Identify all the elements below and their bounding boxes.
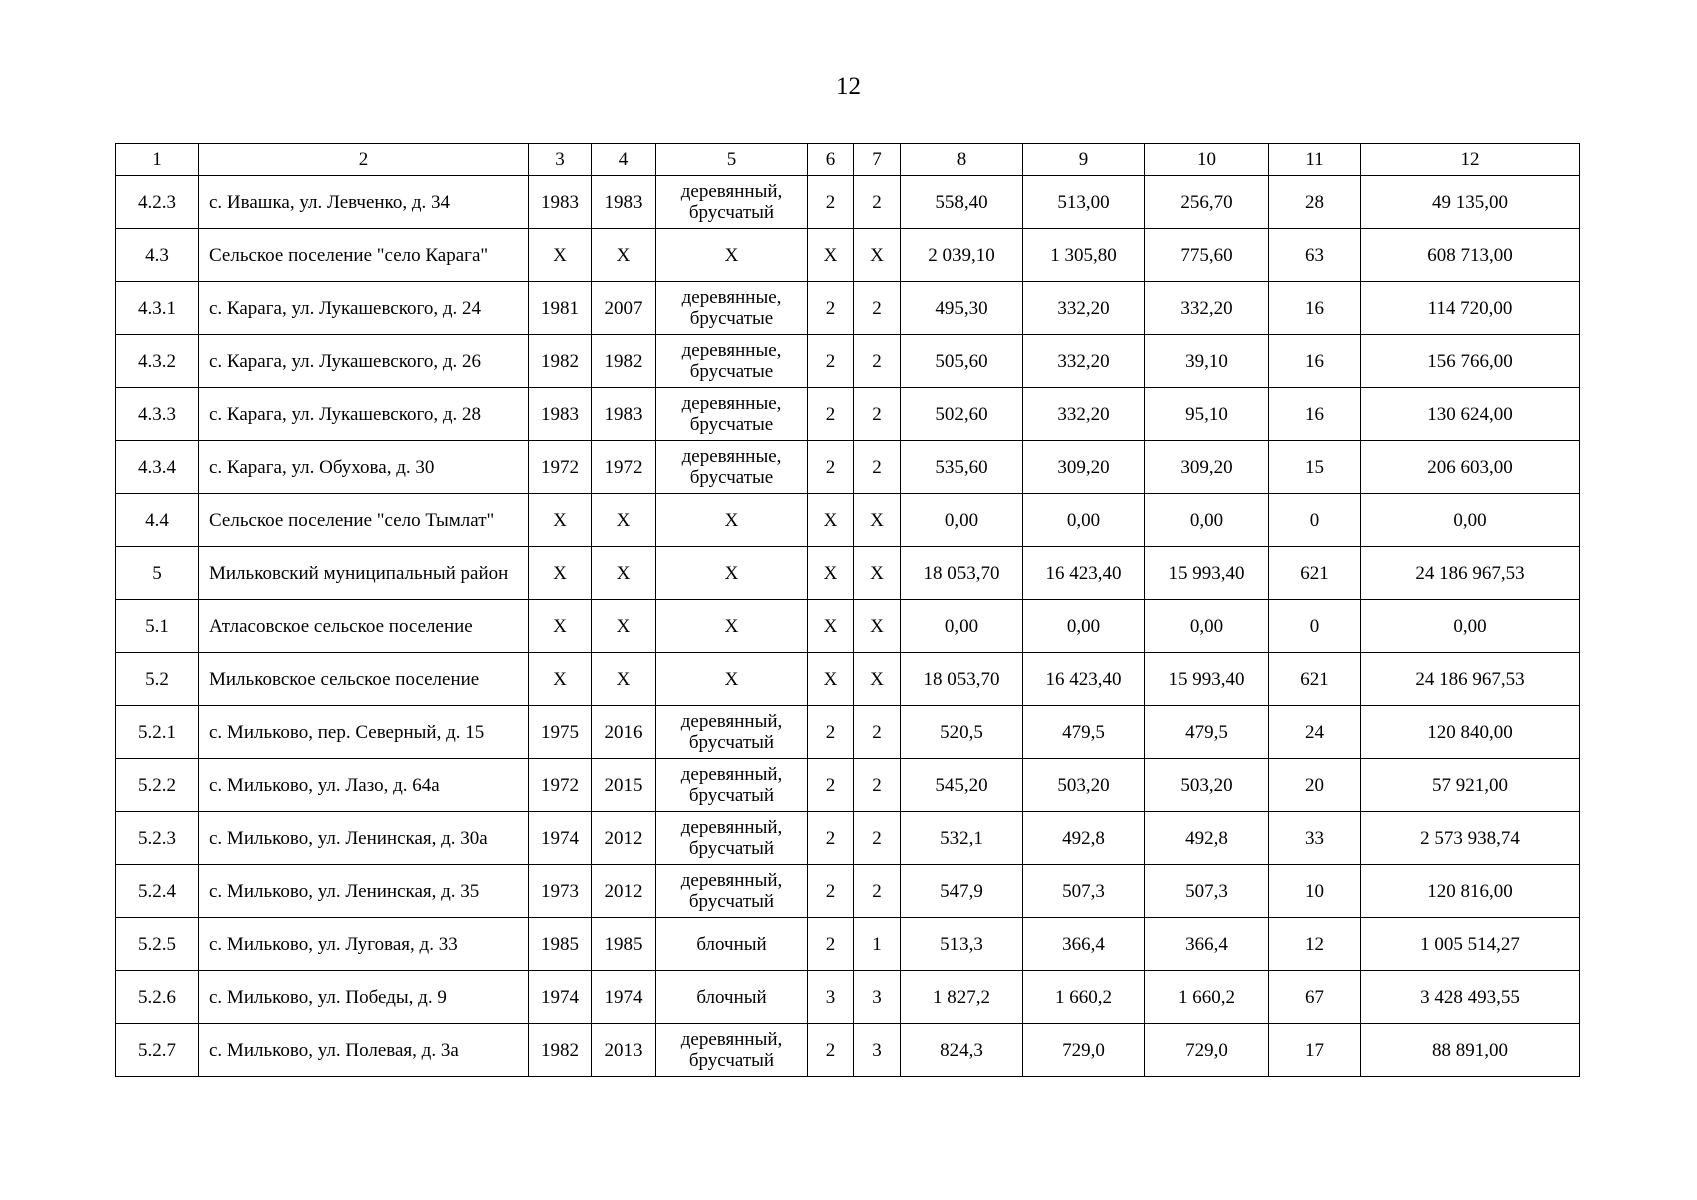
cost-cell: 2 573 938,74 <box>1361 812 1580 865</box>
address-cell: с. Карага, ул. Лукашевского, д. 26 <box>199 335 529 388</box>
emergency-area-cell: 39,10 <box>1145 335 1269 388</box>
living-area-cell: 16 423,40 <box>1023 653 1145 706</box>
wall-material-cell: деревянный, брусчатый <box>656 865 808 918</box>
wall-material-cell: Х <box>656 653 808 706</box>
emergency-area-cell: 1 660,2 <box>1145 971 1269 1024</box>
item-number-cell: 5.2.5 <box>116 918 199 971</box>
address-cell: Сельское поселение "село Тымлат" <box>199 494 529 547</box>
floors-min-cell: 2 <box>854 282 901 335</box>
total-area-cell: 2 039,10 <box>901 229 1023 282</box>
cost-cell: 1 005 514,27 <box>1361 918 1580 971</box>
living-area-cell: 507,3 <box>1023 865 1145 918</box>
reconstruction-year-cell: Х <box>592 600 656 653</box>
residents-count-cell: 0 <box>1269 494 1361 547</box>
commissioning-year-cell: 1983 <box>529 176 592 229</box>
living-area-cell: 479,5 <box>1023 706 1145 759</box>
floors-max-cell: Х <box>808 653 854 706</box>
wall-material-cell: деревянный, брусчатый <box>656 176 808 229</box>
residents-count-cell: 0 <box>1269 600 1361 653</box>
floors-min-cell: 2 <box>854 706 901 759</box>
commissioning-year-cell: 1982 <box>529 1024 592 1077</box>
floors-min-cell: Х <box>854 494 901 547</box>
residents-count-cell: 15 <box>1269 441 1361 494</box>
floors-min-cell: 3 <box>854 971 901 1024</box>
floors-min-cell: 1 <box>854 918 901 971</box>
emergency-area-cell: 503,20 <box>1145 759 1269 812</box>
total-area-cell: 824,3 <box>901 1024 1023 1077</box>
total-area-cell: 18 053,70 <box>901 547 1023 600</box>
emergency-area-cell: 0,00 <box>1145 600 1269 653</box>
floors-max-cell: 2 <box>808 1024 854 1077</box>
total-area-cell: 520,5 <box>901 706 1023 759</box>
reconstruction-year-cell: Х <box>592 494 656 547</box>
address-cell: с. Ивашка, ул. Левченко, д. 34 <box>199 176 529 229</box>
column-number-cell: 7 <box>854 144 901 176</box>
address-cell: Мильковское сельское поселение <box>199 653 529 706</box>
total-area-cell: 535,60 <box>901 441 1023 494</box>
table-row <box>116 547 1580 600</box>
residents-count-cell: 20 <box>1269 759 1361 812</box>
table-row <box>116 759 1580 812</box>
address-cell: с. Карага, ул. Лукашевского, д. 24 <box>199 282 529 335</box>
address-cell: с. Карага, ул. Лукашевского, д. 28 <box>199 388 529 441</box>
residents-count-cell: 621 <box>1269 653 1361 706</box>
reconstruction-year-cell: Х <box>592 229 656 282</box>
reconstruction-year-cell: 1983 <box>592 388 656 441</box>
floors-min-cell: Х <box>854 600 901 653</box>
column-number-cell: 8 <box>901 144 1023 176</box>
emergency-area-cell: 95,10 <box>1145 388 1269 441</box>
table-row <box>116 229 1580 282</box>
living-area-cell: 0,00 <box>1023 600 1145 653</box>
wall-material-cell: блочный <box>656 918 808 971</box>
commissioning-year-cell: Х <box>529 653 592 706</box>
wall-material-cell: Х <box>656 547 808 600</box>
wall-material-cell: Х <box>656 229 808 282</box>
reconstruction-year-cell: 2007 <box>592 282 656 335</box>
residents-count-cell: 12 <box>1269 918 1361 971</box>
column-number-cell: 3 <box>529 144 592 176</box>
floors-min-cell: 2 <box>854 441 901 494</box>
emergency-area-cell: 775,60 <box>1145 229 1269 282</box>
cost-cell: 24 186 967,53 <box>1361 653 1580 706</box>
address-cell: Мильковский муниципальный район <box>199 547 529 600</box>
emergency-area-cell: 492,8 <box>1145 812 1269 865</box>
address-cell: с. Мильково, ул. Ленинская, д. 35 <box>199 865 529 918</box>
column-number-cell: 6 <box>808 144 854 176</box>
wall-material-cell: деревянный, брусчатый <box>656 1024 808 1077</box>
floors-max-cell: 2 <box>808 441 854 494</box>
living-area-cell: 16 423,40 <box>1023 547 1145 600</box>
floors-max-cell: Х <box>808 547 854 600</box>
living-area-cell: 309,20 <box>1023 441 1145 494</box>
column-number-row <box>116 144 1580 176</box>
item-number-cell: 5.1 <box>116 600 199 653</box>
commissioning-year-cell: 1981 <box>529 282 592 335</box>
cost-cell: 156 766,00 <box>1361 335 1580 388</box>
cost-cell: 130 624,00 <box>1361 388 1580 441</box>
column-number-cell: 9 <box>1023 144 1145 176</box>
item-number-cell: 4.3.3 <box>116 388 199 441</box>
residents-count-cell: 28 <box>1269 176 1361 229</box>
cost-cell: 114 720,00 <box>1361 282 1580 335</box>
floors-min-cell: 2 <box>854 759 901 812</box>
living-area-cell: 332,20 <box>1023 388 1145 441</box>
total-area-cell: 502,60 <box>901 388 1023 441</box>
cost-cell: 57 921,00 <box>1361 759 1580 812</box>
table-row <box>116 865 1580 918</box>
column-number-cell: 2 <box>199 144 529 176</box>
column-number-cell: 11 <box>1269 144 1361 176</box>
floors-min-cell: Х <box>854 653 901 706</box>
floors-max-cell: 2 <box>808 759 854 812</box>
table-row <box>116 282 1580 335</box>
residents-count-cell: 16 <box>1269 282 1361 335</box>
reconstruction-year-cell: 1974 <box>592 971 656 1024</box>
address-cell: с. Мильково, ул. Победы, д. 9 <box>199 971 529 1024</box>
emergency-area-cell: 366,4 <box>1145 918 1269 971</box>
commissioning-year-cell: Х <box>529 229 592 282</box>
reconstruction-year-cell: 2015 <box>592 759 656 812</box>
living-area-cell: 492,8 <box>1023 812 1145 865</box>
column-number-cell: 1 <box>116 144 199 176</box>
floors-min-cell: 2 <box>854 335 901 388</box>
wall-material-cell: деревянный, брусчатый <box>656 706 808 759</box>
floors-max-cell: 2 <box>808 176 854 229</box>
address-cell: с. Мильково, ул. Лазо, д. 64а <box>199 759 529 812</box>
floors-max-cell: 2 <box>808 335 854 388</box>
living-area-cell: 503,20 <box>1023 759 1145 812</box>
reconstruction-year-cell: 2013 <box>592 1024 656 1077</box>
item-number-cell: 5.2.4 <box>116 865 199 918</box>
table-row <box>116 812 1580 865</box>
emergency-area-cell: 309,20 <box>1145 441 1269 494</box>
table-row <box>116 388 1580 441</box>
table-row <box>116 971 1580 1024</box>
floors-min-cell: 2 <box>854 176 901 229</box>
residents-count-cell: 17 <box>1269 1024 1361 1077</box>
living-area-cell: 366,4 <box>1023 918 1145 971</box>
total-area-cell: 513,3 <box>901 918 1023 971</box>
item-number-cell: 5.2.1 <box>116 706 199 759</box>
item-number-cell: 4.3.4 <box>116 441 199 494</box>
residents-count-cell: 10 <box>1269 865 1361 918</box>
wall-material-cell: деревянные, брусчатые <box>656 388 808 441</box>
cost-cell: 49 135,00 <box>1361 176 1580 229</box>
residents-count-cell: 16 <box>1269 335 1361 388</box>
total-area-cell: 0,00 <box>901 494 1023 547</box>
cost-cell: 0,00 <box>1361 600 1580 653</box>
residents-count-cell: 67 <box>1269 971 1361 1024</box>
emergency-area-cell: 15 993,40 <box>1145 547 1269 600</box>
floors-max-cell: 2 <box>808 865 854 918</box>
item-number-cell: 4.3 <box>116 229 199 282</box>
residents-count-cell: 16 <box>1269 388 1361 441</box>
emergency-area-cell: 729,0 <box>1145 1024 1269 1077</box>
total-area-cell: 547,9 <box>901 865 1023 918</box>
floors-min-cell: 2 <box>854 865 901 918</box>
table-row <box>116 176 1580 229</box>
total-area-cell: 0,00 <box>901 600 1023 653</box>
item-number-cell: 5.2 <box>116 653 199 706</box>
floors-min-cell: Х <box>854 547 901 600</box>
address-cell: с. Мильково, ул. Полевая, д. 3а <box>199 1024 529 1077</box>
reconstruction-year-cell: 1972 <box>592 441 656 494</box>
address-cell: Сельское поселение "село Карага" <box>199 229 529 282</box>
wall-material-cell: Х <box>656 600 808 653</box>
table-row <box>116 600 1580 653</box>
table-row <box>116 653 1580 706</box>
column-number-cell: 12 <box>1361 144 1580 176</box>
item-number-cell: 5.2.3 <box>116 812 199 865</box>
residents-count-cell: 24 <box>1269 706 1361 759</box>
cost-cell: 88 891,00 <box>1361 1024 1580 1077</box>
reconstruction-year-cell: Х <box>592 653 656 706</box>
wall-material-cell: блочный <box>656 971 808 1024</box>
item-number-cell: 5.2.6 <box>116 971 199 1024</box>
living-area-cell: 729,0 <box>1023 1024 1145 1077</box>
address-cell: с. Мильково, ул. Ленинская, д. 30а <box>199 812 529 865</box>
commissioning-year-cell: 1974 <box>529 971 592 1024</box>
floors-max-cell: Х <box>808 494 854 547</box>
floors-min-cell: 3 <box>854 1024 901 1077</box>
address-cell: с. Мильково, ул. Луговая, д. 33 <box>199 918 529 971</box>
living-area-cell: 513,00 <box>1023 176 1145 229</box>
item-number-cell: 5.2.7 <box>116 1024 199 1077</box>
table-row <box>116 1024 1580 1077</box>
table-row <box>116 335 1580 388</box>
reconstruction-year-cell: 1982 <box>592 335 656 388</box>
wall-material-cell: деревянный, брусчатый <box>656 812 808 865</box>
residents-count-cell: 33 <box>1269 812 1361 865</box>
commissioning-year-cell: Х <box>529 600 592 653</box>
living-area-cell: 1 305,80 <box>1023 229 1145 282</box>
reconstruction-year-cell: 2016 <box>592 706 656 759</box>
total-area-cell: 495,30 <box>901 282 1023 335</box>
floors-max-cell: 2 <box>808 706 854 759</box>
emergency-area-cell: 0,00 <box>1145 494 1269 547</box>
wall-material-cell: Х <box>656 494 808 547</box>
wall-material-cell: деревянные, брусчатые <box>656 441 808 494</box>
column-number-cell: 4 <box>592 144 656 176</box>
cost-cell: 206 603,00 <box>1361 441 1580 494</box>
column-number-cell: 10 <box>1145 144 1269 176</box>
table-row <box>116 918 1580 971</box>
item-number-cell: 4.3.1 <box>116 282 199 335</box>
floors-max-cell: 2 <box>808 282 854 335</box>
wall-material-cell: деревянные, брусчатые <box>656 282 808 335</box>
floors-max-cell: 2 <box>808 388 854 441</box>
item-number-cell: 4.4 <box>116 494 199 547</box>
floors-max-cell: Х <box>808 600 854 653</box>
address-cell: с. Мильково, пер. Северный, д. 15 <box>199 706 529 759</box>
commissioning-year-cell: Х <box>529 494 592 547</box>
address-cell: с. Карага, ул. Обухова, д. 30 <box>199 441 529 494</box>
item-number-cell: 4.2.3 <box>116 176 199 229</box>
cost-cell: 120 840,00 <box>1361 706 1580 759</box>
emergency-area-cell: 15 993,40 <box>1145 653 1269 706</box>
floors-min-cell: 2 <box>854 812 901 865</box>
living-area-cell: 332,20 <box>1023 335 1145 388</box>
commissioning-year-cell: 1985 <box>529 918 592 971</box>
commissioning-year-cell: 1973 <box>529 865 592 918</box>
floors-max-cell: 2 <box>808 812 854 865</box>
page-number: 12 <box>836 73 861 100</box>
emergency-area-cell: 332,20 <box>1145 282 1269 335</box>
total-area-cell: 1 827,2 <box>901 971 1023 1024</box>
commissioning-year-cell: 1972 <box>529 759 592 812</box>
living-area-cell: 1 660,2 <box>1023 971 1145 1024</box>
reconstruction-year-cell: 1983 <box>592 176 656 229</box>
reconstruction-year-cell: 2012 <box>592 812 656 865</box>
item-number-cell: 5 <box>116 547 199 600</box>
residents-count-cell: 621 <box>1269 547 1361 600</box>
residents-count-cell: 63 <box>1269 229 1361 282</box>
commissioning-year-cell: 1972 <box>529 441 592 494</box>
table-row <box>116 441 1580 494</box>
housing-register-table <box>115 143 1580 1077</box>
total-area-cell: 18 053,70 <box>901 653 1023 706</box>
commissioning-year-cell: Х <box>529 547 592 600</box>
cost-cell: 3 428 493,55 <box>1361 971 1580 1024</box>
wall-material-cell: деревянный, брусчатый <box>656 759 808 812</box>
wall-material-cell: деревянные, брусчатые <box>656 335 808 388</box>
column-number-cell: 5 <box>656 144 808 176</box>
cost-cell: 608 713,00 <box>1361 229 1580 282</box>
commissioning-year-cell: 1982 <box>529 335 592 388</box>
item-number-cell: 4.3.2 <box>116 335 199 388</box>
cost-cell: 0,00 <box>1361 494 1580 547</box>
total-area-cell: 558,40 <box>901 176 1023 229</box>
cost-cell: 120 816,00 <box>1361 865 1580 918</box>
table-row <box>116 706 1580 759</box>
commissioning-year-cell: 1974 <box>529 812 592 865</box>
living-area-cell: 0,00 <box>1023 494 1145 547</box>
reconstruction-year-cell: Х <box>592 547 656 600</box>
total-area-cell: 532,1 <box>901 812 1023 865</box>
floors-max-cell: 3 <box>808 971 854 1024</box>
table-body <box>116 144 1580 1077</box>
reconstruction-year-cell: 1985 <box>592 918 656 971</box>
floors-min-cell: Х <box>854 229 901 282</box>
floors-max-cell: Х <box>808 229 854 282</box>
address-cell: Атласовское сельское поселение <box>199 600 529 653</box>
emergency-area-cell: 256,70 <box>1145 176 1269 229</box>
emergency-area-cell: 479,5 <box>1145 706 1269 759</box>
floors-max-cell: 2 <box>808 918 854 971</box>
cost-cell: 24 186 967,53 <box>1361 547 1580 600</box>
table-row <box>116 494 1580 547</box>
total-area-cell: 545,20 <box>901 759 1023 812</box>
living-area-cell: 332,20 <box>1023 282 1145 335</box>
commissioning-year-cell: 1983 <box>529 388 592 441</box>
commissioning-year-cell: 1975 <box>529 706 592 759</box>
item-number-cell: 5.2.2 <box>116 759 199 812</box>
emergency-area-cell: 507,3 <box>1145 865 1269 918</box>
total-area-cell: 505,60 <box>901 335 1023 388</box>
reconstruction-year-cell: 2012 <box>592 865 656 918</box>
floors-min-cell: 2 <box>854 388 901 441</box>
